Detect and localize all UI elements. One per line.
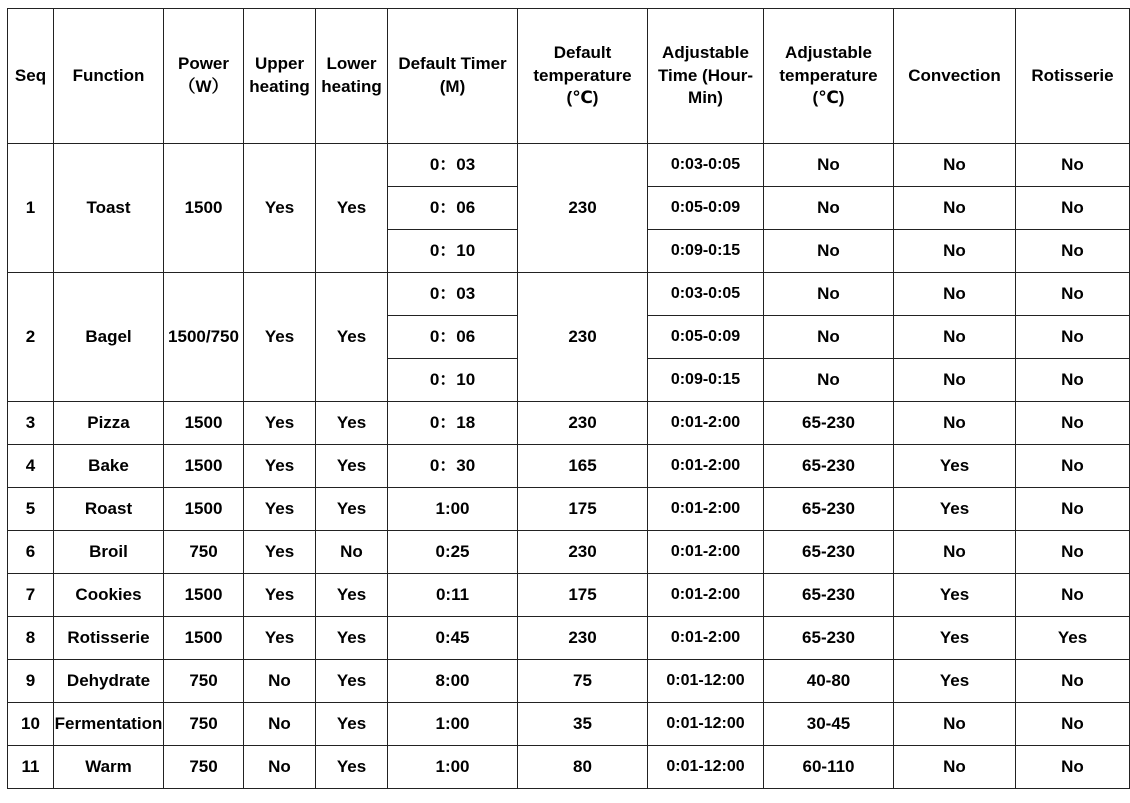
cell-function: Pizza <box>54 402 164 445</box>
cell-power: 750 <box>164 703 244 746</box>
cell-adjustable-temperature: No <box>764 230 894 273</box>
cell-seq: 10 <box>8 703 54 746</box>
cell-rotisserie: No <box>1016 359 1130 402</box>
cell-default-temperature: 230 <box>518 273 648 402</box>
cell-default-temperature: 230 <box>518 617 648 660</box>
cell-lower-heating: Yes <box>316 488 388 531</box>
cell-function: Toast <box>54 144 164 273</box>
table-row <box>8 746 1130 789</box>
cell-function: Bake <box>54 445 164 488</box>
cell-convection: No <box>894 402 1016 445</box>
cell-function: Dehydrate <box>54 660 164 703</box>
cell-default-timer: 1:00 <box>388 703 518 746</box>
cell-rotisserie: No <box>1016 746 1130 789</box>
cell-adjustable-temperature: 40-80 <box>764 660 894 703</box>
cell-adjustable-temperature: 65-230 <box>764 531 894 574</box>
cell-default-temperature: 75 <box>518 660 648 703</box>
cell-convection: No <box>894 703 1016 746</box>
header-adjustable-time: Adjustable Time (Hour-Min) <box>648 9 764 144</box>
cell-adjustable-temperature: No <box>764 144 894 187</box>
cell-power: 1500 <box>164 574 244 617</box>
cell-adjustable-time: 0:09-0:15 <box>648 359 764 402</box>
cell-adjustable-time: 0:05-0:09 <box>648 316 764 359</box>
cell-adjustable-time: 0:01-12:00 <box>648 660 764 703</box>
cell-rotisserie: No <box>1016 660 1130 703</box>
cell-default-timer: 8:00 <box>388 660 518 703</box>
cell-default-temperature: 35 <box>518 703 648 746</box>
cell-adjustable-time: 0:01-2:00 <box>648 445 764 488</box>
cell-lower-heating: Yes <box>316 574 388 617</box>
cell-rotisserie: No <box>1016 531 1130 574</box>
cell-adjustable-temperature: 65-230 <box>764 402 894 445</box>
cell-convection: No <box>894 746 1016 789</box>
cell-lower-heating: Yes <box>316 617 388 660</box>
cell-adjustable-temperature: No <box>764 273 894 316</box>
table-row <box>8 574 1130 617</box>
cell-power: 1500/750 <box>164 273 244 402</box>
cell-default-timer: 0:25 <box>388 531 518 574</box>
cell-seq: 6 <box>8 531 54 574</box>
cell-lower-heating: No <box>316 531 388 574</box>
cell-rotisserie: No <box>1016 574 1130 617</box>
cell-lower-heating: Yes <box>316 445 388 488</box>
cell-default-timer: 1:00 <box>388 488 518 531</box>
cell-convection: No <box>894 144 1016 187</box>
cell-default-temperature: 165 <box>518 445 648 488</box>
header-seq: Seq <box>8 9 54 144</box>
cell-adjustable-temperature: No <box>764 316 894 359</box>
cell-adjustable-time: 0:01-2:00 <box>648 617 764 660</box>
cell-function: Fermentation <box>54 703 164 746</box>
cell-convection: No <box>894 531 1016 574</box>
cell-default-temperature: 80 <box>518 746 648 789</box>
cell-lower-heating: Yes <box>316 746 388 789</box>
cell-power: 750 <box>164 660 244 703</box>
cell-seq: 7 <box>8 574 54 617</box>
cell-adjustable-temperature: No <box>764 187 894 230</box>
table-row <box>8 660 1130 703</box>
cell-convection: Yes <box>894 574 1016 617</box>
cell-function: Broil <box>54 531 164 574</box>
cell-upper-heating: Yes <box>244 445 316 488</box>
header-power: Power（W） <box>164 9 244 144</box>
cell-seq: 3 <box>8 402 54 445</box>
cell-adjustable-temperature: 60-110 <box>764 746 894 789</box>
cell-function: Warm <box>54 746 164 789</box>
cell-default-timer: 0:11 <box>388 574 518 617</box>
header-upper-heating: Upper heating <box>244 9 316 144</box>
cell-power: 750 <box>164 531 244 574</box>
cell-default-timer: 1:00 <box>388 746 518 789</box>
cell-default-timer: 0：10 <box>388 359 518 402</box>
cell-upper-heating: No <box>244 660 316 703</box>
cell-rotisserie: No <box>1016 703 1130 746</box>
cell-function: Roast <box>54 488 164 531</box>
cell-convection: No <box>894 230 1016 273</box>
header-default-timer: Default Timer (M) <box>388 9 518 144</box>
header-convection: Convection <box>894 9 1016 144</box>
cell-power: 1500 <box>164 144 244 273</box>
cell-adjustable-time: 0:01-12:00 <box>648 746 764 789</box>
cell-function: Cookies <box>54 574 164 617</box>
cell-adjustable-temperature: No <box>764 359 894 402</box>
cell-seq: 5 <box>8 488 54 531</box>
cell-default-temperature: 175 <box>518 488 648 531</box>
cell-convection: No <box>894 316 1016 359</box>
cell-adjustable-time: 0:09-0:15 <box>648 230 764 273</box>
cell-lower-heating: Yes <box>316 273 388 402</box>
table-row <box>8 273 1130 316</box>
cell-upper-heating: Yes <box>244 617 316 660</box>
cell-seq: 1 <box>8 144 54 273</box>
cell-seq: 11 <box>8 746 54 789</box>
cell-rotisserie: No <box>1016 187 1130 230</box>
cell-upper-heating: Yes <box>244 574 316 617</box>
cell-default-temperature: 175 <box>518 574 648 617</box>
cell-function: Rotisserie <box>54 617 164 660</box>
header-default-temperature: Default temperature (℃) <box>518 9 648 144</box>
cell-adjustable-temperature: 65-230 <box>764 574 894 617</box>
cell-adjustable-time: 0:05-0:09 <box>648 187 764 230</box>
cell-rotisserie: No <box>1016 445 1130 488</box>
table-row <box>8 488 1130 531</box>
cell-default-timer: 0:45 <box>388 617 518 660</box>
cell-rotisserie: No <box>1016 488 1130 531</box>
cell-rotisserie: Yes <box>1016 617 1130 660</box>
cell-power: 1500 <box>164 488 244 531</box>
cell-adjustable-time: 0:03-0:05 <box>648 144 764 187</box>
cell-power: 1500 <box>164 617 244 660</box>
cell-upper-heating: Yes <box>244 488 316 531</box>
table-row <box>8 617 1130 660</box>
cell-default-timer: 0：06 <box>388 316 518 359</box>
cell-convection: Yes <box>894 488 1016 531</box>
cell-function: Bagel <box>54 273 164 402</box>
table-row <box>8 144 1130 187</box>
cell-default-timer: 0：18 <box>388 402 518 445</box>
table-row <box>8 402 1130 445</box>
cell-convection: Yes <box>894 445 1016 488</box>
cell-rotisserie: No <box>1016 144 1130 187</box>
header-lower-heating: Lower heating <box>316 9 388 144</box>
cell-convection: Yes <box>894 660 1016 703</box>
cell-adjustable-time: 0:03-0:05 <box>648 273 764 316</box>
cell-seq: 4 <box>8 445 54 488</box>
cell-rotisserie: No <box>1016 316 1130 359</box>
function-table <box>7 8 1130 789</box>
cell-upper-heating: Yes <box>244 273 316 402</box>
cell-adjustable-temperature: 65-230 <box>764 488 894 531</box>
cell-default-temperature: 230 <box>518 531 648 574</box>
header-row <box>8 9 1130 144</box>
cell-convection: No <box>894 359 1016 402</box>
cell-rotisserie: No <box>1016 273 1130 316</box>
cell-adjustable-time: 0:01-12:00 <box>648 703 764 746</box>
cell-convection: No <box>894 273 1016 316</box>
cell-default-temperature: 230 <box>518 144 648 273</box>
cell-adjustable-time: 0:01-2:00 <box>648 488 764 531</box>
cell-adjustable-temperature: 65-230 <box>764 445 894 488</box>
cell-adjustable-temperature: 30-45 <box>764 703 894 746</box>
cell-seq: 8 <box>8 617 54 660</box>
cell-default-timer: 0：10 <box>388 230 518 273</box>
cell-rotisserie: No <box>1016 230 1130 273</box>
cell-adjustable-time: 0:01-2:00 <box>648 574 764 617</box>
cell-power: 1500 <box>164 445 244 488</box>
cell-convection: No <box>894 187 1016 230</box>
header-function: Function <box>54 9 164 144</box>
cell-rotisserie: No <box>1016 402 1130 445</box>
header-rotisserie: Rotisserie <box>1016 9 1130 144</box>
cell-power: 750 <box>164 746 244 789</box>
cell-default-timer: 0：30 <box>388 445 518 488</box>
cell-seq: 2 <box>8 273 54 402</box>
header-adjustable-temperature: Adjustable temperature (℃) <box>764 9 894 144</box>
cell-adjustable-time: 0:01-2:00 <box>648 531 764 574</box>
table-row <box>8 445 1130 488</box>
cell-lower-heating: Yes <box>316 144 388 273</box>
cell-upper-heating: Yes <box>244 144 316 273</box>
cell-seq: 9 <box>8 660 54 703</box>
cell-upper-heating: No <box>244 703 316 746</box>
cell-default-temperature: 230 <box>518 402 648 445</box>
cell-upper-heating: Yes <box>244 531 316 574</box>
cell-lower-heating: Yes <box>316 402 388 445</box>
cell-default-timer: 0：03 <box>388 144 518 187</box>
table-row <box>8 531 1130 574</box>
cell-adjustable-temperature: 65-230 <box>764 617 894 660</box>
cell-upper-heating: No <box>244 746 316 789</box>
cell-lower-heating: Yes <box>316 660 388 703</box>
cell-power: 1500 <box>164 402 244 445</box>
cell-default-timer: 0：03 <box>388 273 518 316</box>
cell-convection: Yes <box>894 617 1016 660</box>
cell-default-timer: 0：06 <box>388 187 518 230</box>
table-row <box>8 703 1130 746</box>
cell-adjustable-time: 0:01-2:00 <box>648 402 764 445</box>
cell-upper-heating: Yes <box>244 402 316 445</box>
cell-lower-heating: Yes <box>316 703 388 746</box>
